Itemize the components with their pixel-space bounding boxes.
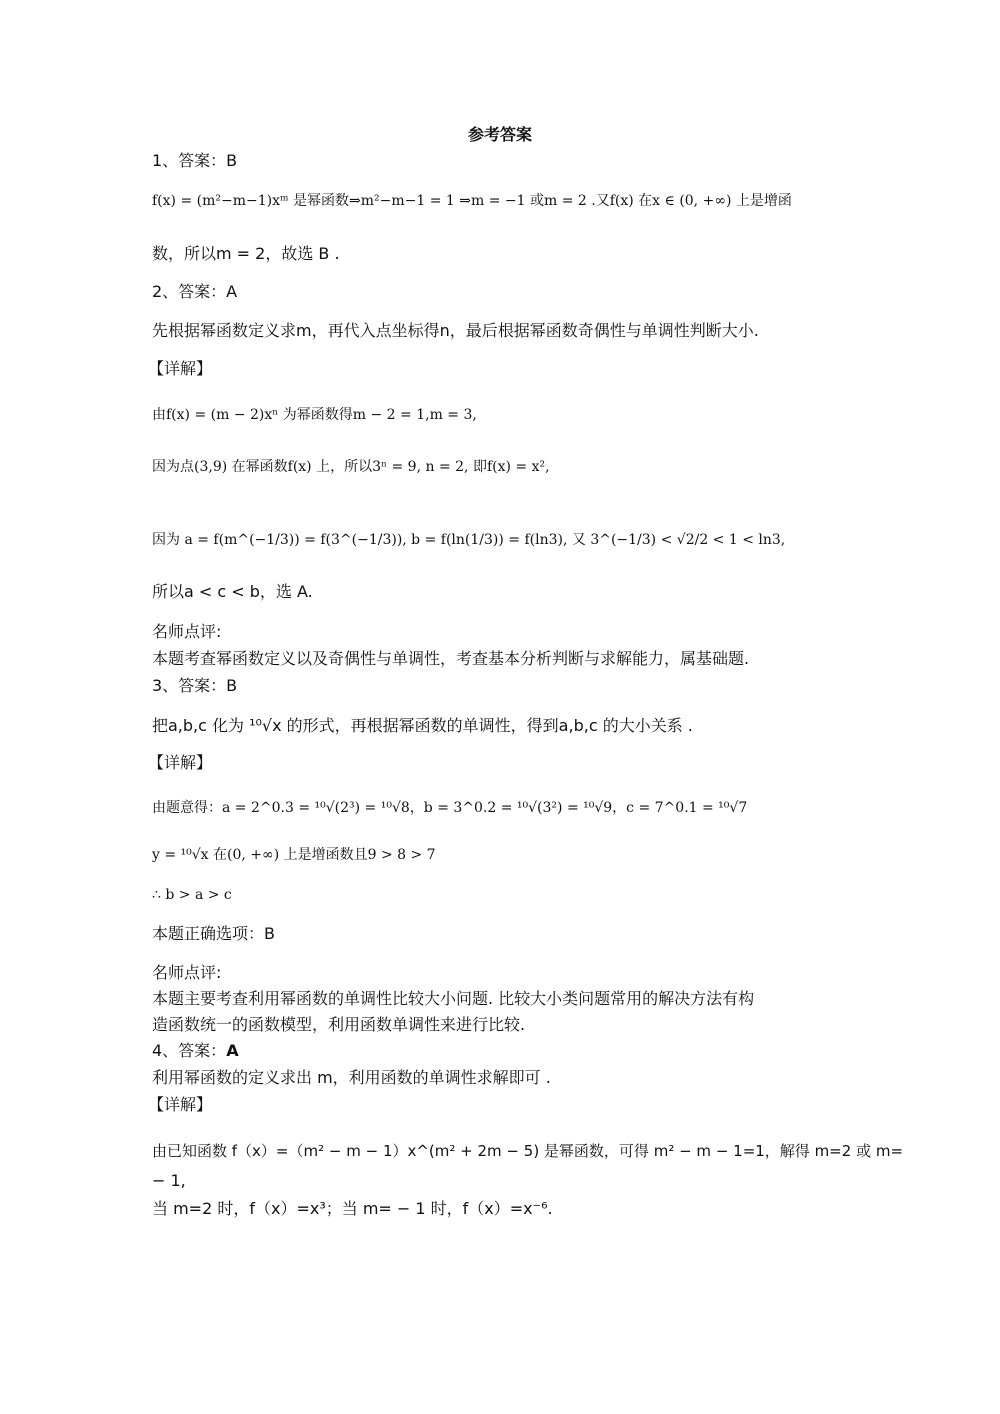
q2-detail-line-2: 因为点(3,9) 在幂函数f(x) 上，所以3ⁿ = 9, n = 2, 即f(x) = x², xyxy=(152,459,550,475)
q4-detail-line-1: 由已知函数 f（x）=（m² − m − 1）x^(m² + 2m − 5) 是幂函数，可得 m² − m − 1=1，解得 m=2 或 m= xyxy=(152,1142,904,1160)
q2-comment-label: 名师点评: xyxy=(152,622,222,641)
q3-correct-option: 本题正确选项：B xyxy=(152,924,275,943)
q3-comment-line-2: 造函数统一的函数模型，利用函数单调性来进行比较. xyxy=(152,1015,526,1034)
q2-detail-line-3: 因为 a = f(m^(−1/3)) = f(3^(−1/3)), b = f(ln(1/3)) = f(ln3), 又 3^(−1/3) < √2/2 < 1 < ln3, xyxy=(152,532,786,548)
q4-answer-header xyxy=(152,1040,239,1062)
q4-analysis: 利用幂函数的定义求出 m，利用函数的单调性求解即可 . xyxy=(152,1068,551,1087)
q3-detail-label: 【详解】 xyxy=(148,753,213,772)
q2-comment: 本题考查幂函数定义以及奇偶性与单调性，考查基本分析判断与求解能力，属基础题. xyxy=(152,649,750,668)
q3-detail-line-1: 由题意得：a = 2^0.3 = ¹⁰√(2³) = ¹⁰√8，b = 3^0.2 = ¹⁰√(3²) = ¹⁰√9，c = 7^0.1 = ¹⁰√7 xyxy=(152,800,748,816)
q4-detail-line-2: − 1, xyxy=(152,1171,186,1190)
q2-detail-line-1: 由f(x) = (m − 2)xⁿ 为幂函数得m − 2 = 1,m = 3, xyxy=(152,407,477,423)
q4-detail-line-3: 当 m=2 时，f（x）=x³；当 m= − 1 时，f（x）=x⁻⁶. xyxy=(152,1199,553,1218)
q4-detail-label: 【详解】 xyxy=(148,1095,213,1114)
q3-detail-line-2: y = ¹⁰√x 在(0, +∞) 上是增函数且9 > 8 > 7 xyxy=(152,847,436,863)
q4-answer-header-text: 4、答案： xyxy=(152,1041,227,1060)
q3-detail-line-3: ∴ b > a > c xyxy=(152,887,232,903)
q3-comment-line-1: 本题主要考查利用幂函数的单调性比较大小问题. 比较大小类问题常用的解决方法有构 xyxy=(152,989,755,1008)
q3-comment-label: 名师点评: xyxy=(152,963,222,982)
q1-solution-line-2: 数，所以m = 2，故选 B . xyxy=(152,244,340,263)
q2-detail-label: 【详解】 xyxy=(148,359,213,378)
q2-conclusion: 所以a < c < b，选 A. xyxy=(152,582,313,601)
q3-answer-header: 3、答案：B xyxy=(152,676,238,695)
q4-answer-letter: A xyxy=(226,1041,239,1060)
q2-answer-header: 2、答案：A xyxy=(152,282,238,301)
q2-analysis: 先根据幂函数定义求m，再代入点坐标得n，最后根据幂函数奇偶性与单调性判断大小. xyxy=(152,321,759,340)
q1-answer-header: 1、答案：B xyxy=(152,151,238,170)
page-title: 参考答案 xyxy=(467,125,532,144)
q1-solution-line-1: f(x) = (m²−m−1)xᵐ 是幂函数⇒m²−m−1 = 1 ⇒m = −1 或m = 2 .又f(x) 在x ∈ (0, +∞) 上是增函 xyxy=(152,193,792,209)
q3-analysis: 把a,b,c 化为 ¹⁰√x 的形式，再根据幂函数的单调性，得到a,b,c 的大小关系 . xyxy=(152,716,693,735)
